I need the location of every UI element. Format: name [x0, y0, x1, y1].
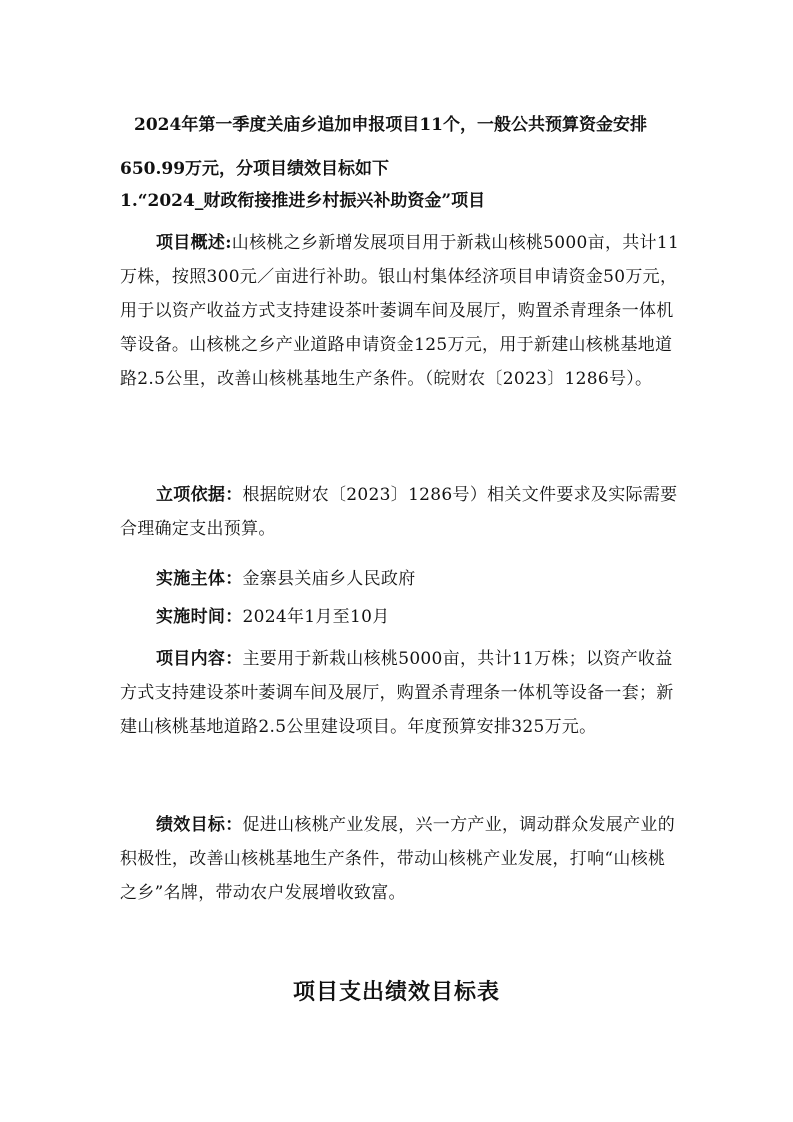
overview-text: 山核桃之乡新增发展项目用于新栽山核桃5000亩，共计11万株，按照300元／亩进行补助。银山村集体经济项目申请资金50万元，用于以资产收益方式支持建设茶叶萎调车间及展厅，购置杀青理条一体机等设备。山核桃之乡产业道路申请资金125万元，用于新建山核桃基地道路2.5公里，改善山核桃基地生产条件。（皖财农〔2023〕1286号）。 — [120, 233, 680, 389]
subject-label: 实施主体： — [156, 569, 243, 589]
time-text: 2024年1月至10月 — [242, 607, 390, 627]
time-paragraph — [120, 600, 680, 634]
goal-text: 促进山核桃产业发展，兴一方产业，调动群众发展产业的积极性，改善山核桃基地生产条件，带动山核桃产业发展，打响“山核桃之乡”名牌，带动农户发展增收致富。 — [120, 815, 675, 903]
intro-paragraph: 2024年第一季度关庙乡追加申报项目11个，一般公共预算资金安排650.99万元，分项目绩效目标如下 — [120, 115, 647, 179]
goal-paragraph — [120, 808, 680, 910]
basis-text: 根据皖财农〔2023〕1286号）相关文件要求及实际需要合理确定支出预算。 — [120, 485, 678, 539]
subject-text: 金寨县关庙乡人民政府 — [242, 569, 416, 589]
overview-paragraph — [120, 226, 680, 396]
content-paragraph — [120, 642, 680, 744]
basis-label: 立项依据： — [156, 485, 243, 505]
goal-label: 绩效目标： — [156, 815, 243, 835]
content-text: 主要用于新栽山核桃5000亩，共计11万株；以资产收益方式支持建设茶叶萎调车间及展厅，购置杀青理条一体机等设备一套；新建山核桃基地道路2.5公里建设项目。年度预算安排325万元。 — [120, 649, 674, 737]
project-heading: 1.“2024_财政衔接推进乡村振兴补助资金”项目 — [120, 191, 486, 211]
overview-label: 项目概述: — [156, 233, 232, 253]
basis-paragraph — [120, 478, 680, 546]
subject-paragraph — [120, 562, 680, 596]
content-label: 项目内容： — [156, 649, 243, 669]
table-title: 项目支出绩效目标表 — [292, 979, 500, 1005]
time-label: 实施时间： — [156, 607, 243, 627]
